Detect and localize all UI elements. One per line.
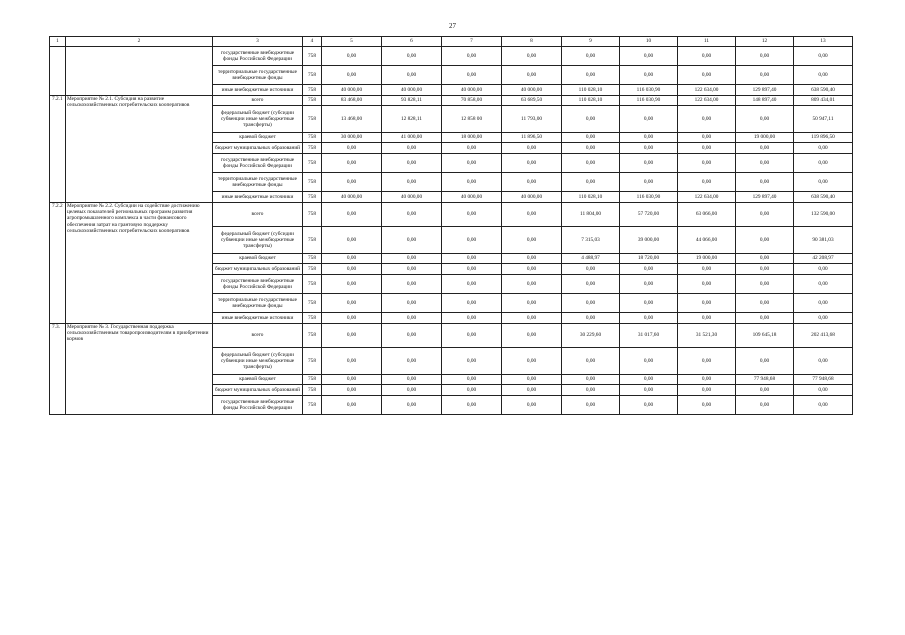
value-cell: 11 793,00 bbox=[502, 106, 562, 133]
value-cell: 0,00 bbox=[620, 375, 678, 385]
value-cell: 0,00 bbox=[502, 375, 562, 385]
value-cell: 129 897,40 bbox=[736, 192, 794, 203]
value-cell: 0,00 bbox=[678, 264, 736, 275]
value-cell: 7 315,03 bbox=[562, 227, 620, 254]
column-number-3: 3 bbox=[213, 37, 303, 47]
value-cell: 638 590,40 bbox=[794, 192, 853, 203]
value-cell: 0,00 bbox=[322, 227, 382, 254]
value-cell: 40 000,00 bbox=[502, 192, 562, 203]
column-number-12: 12 bbox=[736, 37, 794, 47]
code-cell: 758 bbox=[303, 106, 322, 133]
value-cell: 0,00 bbox=[382, 275, 442, 294]
column-number-10: 10 bbox=[620, 37, 678, 47]
value-cell: 0,00 bbox=[736, 396, 794, 415]
value-cell: 0,00 bbox=[678, 143, 736, 154]
value-cell: 83 468,00 bbox=[322, 96, 382, 106]
code-cell: 758 bbox=[303, 348, 322, 375]
value-cell: 0,00 bbox=[442, 264, 502, 275]
value-cell: 44 066,00 bbox=[678, 227, 736, 254]
value-cell: 0,00 bbox=[794, 396, 853, 415]
value-cell: 122 634,00 bbox=[678, 85, 736, 96]
value-cell: 110 028,10 bbox=[562, 96, 620, 106]
value-cell: 19 000,00 bbox=[678, 254, 736, 264]
code-cell: 758 bbox=[303, 143, 322, 154]
source-cell: краевой бюджет bbox=[213, 133, 303, 143]
value-cell: 40 000,00 bbox=[382, 85, 442, 96]
value-cell: 0,00 bbox=[562, 385, 620, 396]
value-cell: 0,00 bbox=[322, 294, 382, 313]
value-cell: 40 000,00 bbox=[382, 192, 442, 203]
value-cell: 0,00 bbox=[442, 385, 502, 396]
value-cell: 19 000,00 bbox=[736, 133, 794, 143]
value-cell: 0,00 bbox=[322, 348, 382, 375]
value-cell: 116 030,90 bbox=[620, 192, 678, 203]
value-cell: 0,00 bbox=[736, 294, 794, 313]
value-cell: 0,00 bbox=[794, 275, 853, 294]
value-cell: 0,00 bbox=[562, 47, 620, 66]
value-cell: 0,00 bbox=[620, 154, 678, 173]
value-cell: 70 858,00 bbox=[442, 96, 502, 106]
column-number-header bbox=[50, 37, 853, 47]
value-cell: 0,00 bbox=[620, 396, 678, 415]
value-cell: 0,00 bbox=[562, 313, 620, 324]
value-cell: 0,00 bbox=[678, 313, 736, 324]
value-cell: 0,00 bbox=[678, 385, 736, 396]
value-cell: 0,00 bbox=[502, 227, 562, 254]
value-cell: 40 000,00 bbox=[442, 85, 502, 96]
value-cell: 0,00 bbox=[562, 264, 620, 275]
value-cell: 41 000,00 bbox=[382, 133, 442, 143]
value-cell: 0,00 bbox=[794, 294, 853, 313]
value-cell: 0,00 bbox=[322, 66, 382, 85]
value-cell: 0,00 bbox=[502, 154, 562, 173]
value-cell: 0,00 bbox=[382, 66, 442, 85]
value-cell: 0,00 bbox=[678, 106, 736, 133]
value-cell: 0,00 bbox=[736, 254, 794, 264]
source-cell: бюджет муниципальных образований bbox=[213, 385, 303, 396]
value-cell: 12 828,11 bbox=[382, 106, 442, 133]
code-cell: 758 bbox=[303, 85, 322, 96]
source-cell: краевой бюджет bbox=[213, 375, 303, 385]
code-cell: 758 bbox=[303, 313, 322, 324]
value-cell: 63 689,50 bbox=[502, 96, 562, 106]
source-cell: федеральный бюджет (субсидии субвенции иные межбюджетные трансферты) bbox=[213, 227, 303, 254]
value-cell: 0,00 bbox=[678, 154, 736, 173]
column-number-1: 1 bbox=[50, 37, 66, 47]
code-cell: 758 bbox=[303, 324, 322, 348]
value-cell: 0,00 bbox=[502, 264, 562, 275]
value-cell: 0,00 bbox=[620, 264, 678, 275]
value-cell: 0,00 bbox=[502, 275, 562, 294]
value-cell: 0,00 bbox=[562, 275, 620, 294]
source-cell: бюджет муниципальных образований bbox=[213, 143, 303, 154]
value-cell: 11 804,00 bbox=[562, 203, 620, 227]
value-cell: 0,00 bbox=[382, 154, 442, 173]
value-cell: 4 488,97 bbox=[562, 254, 620, 264]
value-cell: 0,00 bbox=[502, 396, 562, 415]
value-cell: 63 066,00 bbox=[678, 203, 736, 227]
value-cell: 0,00 bbox=[322, 203, 382, 227]
value-cell: 0,00 bbox=[562, 143, 620, 154]
value-cell: 0,00 bbox=[382, 264, 442, 275]
value-cell: 0,00 bbox=[678, 47, 736, 66]
value-cell: 0,00 bbox=[736, 385, 794, 396]
value-cell: 0,00 bbox=[322, 275, 382, 294]
value-cell: 0,00 bbox=[678, 133, 736, 143]
value-cell: 129 897,40 bbox=[736, 85, 794, 96]
value-cell: 0,00 bbox=[442, 375, 502, 385]
value-cell: 57 720,00 bbox=[620, 203, 678, 227]
measure-index: 7.3. bbox=[50, 324, 66, 415]
value-cell: 0,00 bbox=[442, 275, 502, 294]
value-cell: 0,00 bbox=[794, 385, 853, 396]
value-cell: 0,00 bbox=[736, 173, 794, 192]
value-cell: 0,00 bbox=[382, 324, 442, 348]
value-cell: 77 948,68 bbox=[736, 375, 794, 385]
value-cell: 0,00 bbox=[442, 143, 502, 154]
index-cell bbox=[50, 47, 66, 96]
value-cell: 0,00 bbox=[678, 348, 736, 375]
value-cell: 0,00 bbox=[736, 47, 794, 66]
source-cell: краевой бюджет bbox=[213, 254, 303, 264]
source-cell: государственные внебюджетные фонды Российской Федерации bbox=[213, 154, 303, 173]
value-cell: 0,00 bbox=[382, 396, 442, 415]
source-cell: федеральный бюджет (субсидии субвенции иные межбюджетные трансферты) bbox=[213, 106, 303, 133]
code-cell: 758 bbox=[303, 375, 322, 385]
code-cell: 758 bbox=[303, 47, 322, 66]
value-cell: 0,00 bbox=[442, 173, 502, 192]
value-cell: 0,00 bbox=[382, 294, 442, 313]
value-cell: 0,00 bbox=[620, 294, 678, 313]
value-cell: 0,00 bbox=[620, 133, 678, 143]
value-cell: 18 720,00 bbox=[620, 254, 678, 264]
value-cell: 809 434,01 bbox=[794, 96, 853, 106]
value-cell: 0,00 bbox=[736, 227, 794, 254]
value-cell: 31 017,60 bbox=[620, 324, 678, 348]
code-cell: 758 bbox=[303, 192, 322, 203]
value-cell: 0,00 bbox=[322, 47, 382, 66]
value-cell: 0,00 bbox=[562, 173, 620, 192]
value-cell: 0,00 bbox=[442, 227, 502, 254]
value-cell: 40 000,00 bbox=[322, 192, 382, 203]
value-cell: 148 897,40 bbox=[736, 96, 794, 106]
value-cell: 0,00 bbox=[382, 227, 442, 254]
value-cell: 0,00 bbox=[678, 173, 736, 192]
value-cell: 0,00 bbox=[736, 348, 794, 375]
source-cell: всего bbox=[213, 203, 303, 227]
value-cell: 42 208,97 bbox=[794, 254, 853, 264]
code-cell: 758 bbox=[303, 385, 322, 396]
value-cell: 0,00 bbox=[794, 173, 853, 192]
value-cell: 0,00 bbox=[562, 348, 620, 375]
code-cell: 758 bbox=[303, 66, 322, 85]
value-cell: 93 828,11 bbox=[382, 96, 442, 106]
value-cell: 0,00 bbox=[562, 133, 620, 143]
value-cell: 0,00 bbox=[678, 396, 736, 415]
source-cell: федеральный бюджет (субсидии субвенции иные межбюджетные трансферты) bbox=[213, 348, 303, 375]
value-cell: 0,00 bbox=[502, 313, 562, 324]
value-cell: 0,00 bbox=[502, 324, 562, 348]
value-cell: 40 000,00 bbox=[322, 85, 382, 96]
value-cell: 0,00 bbox=[794, 143, 853, 154]
value-cell: 0,00 bbox=[382, 385, 442, 396]
value-cell: 0,00 bbox=[794, 47, 853, 66]
value-cell: 0,00 bbox=[322, 375, 382, 385]
value-cell: 0,00 bbox=[736, 313, 794, 324]
value-cell: 0,00 bbox=[382, 313, 442, 324]
measure-index: 7.2.1 bbox=[50, 96, 66, 203]
value-cell: 77 948,68 bbox=[794, 375, 853, 385]
value-cell: 40 000,00 bbox=[442, 192, 502, 203]
value-cell: 0,00 bbox=[442, 348, 502, 375]
value-cell: 0,00 bbox=[442, 324, 502, 348]
measure-name: Мероприятие № 2.2. Субсидии на содействие достижению целевых показателей региональных программ развития агропромышленного комплекса в части финансового обеспечения затрат на грантовую поддержку сельскохозяйственных потребительских кооперативов bbox=[66, 203, 213, 324]
column-number-13: 13 bbox=[794, 37, 853, 47]
table-row bbox=[50, 324, 853, 348]
value-cell: 0,00 bbox=[322, 313, 382, 324]
table-body bbox=[50, 47, 853, 415]
value-cell: 12 858 00 bbox=[442, 106, 502, 133]
value-cell: 0,00 bbox=[382, 143, 442, 154]
table-row bbox=[50, 203, 853, 227]
value-cell: 0,00 bbox=[322, 154, 382, 173]
value-cell: 0,00 bbox=[382, 348, 442, 375]
value-cell: 0,00 bbox=[322, 385, 382, 396]
value-cell: 0,00 bbox=[678, 66, 736, 85]
value-cell: 0,00 bbox=[442, 47, 502, 66]
value-cell: 638 590,40 bbox=[794, 85, 853, 96]
value-cell: 109 645,18 bbox=[736, 324, 794, 348]
source-cell: иные внебюджетные источники bbox=[213, 85, 303, 96]
source-cell: территориальные государственные внебюджетные фонды bbox=[213, 294, 303, 313]
value-cell: 0,00 bbox=[382, 203, 442, 227]
value-cell: 0,00 bbox=[620, 47, 678, 66]
value-cell: 0,00 bbox=[620, 106, 678, 133]
value-cell: 0,00 bbox=[736, 203, 794, 227]
code-cell: 758 bbox=[303, 294, 322, 313]
value-cell: 0,00 bbox=[502, 47, 562, 66]
column-number-2: 2 bbox=[66, 37, 213, 47]
value-cell: 50 947,11 bbox=[794, 106, 853, 133]
value-cell: 0,00 bbox=[794, 66, 853, 85]
value-cell: 110 028,10 bbox=[562, 192, 620, 203]
column-number-9: 9 bbox=[562, 37, 620, 47]
value-cell: 0,00 bbox=[620, 143, 678, 154]
value-cell: 0,00 bbox=[620, 275, 678, 294]
value-cell: 0,00 bbox=[502, 348, 562, 375]
column-number-8: 8 bbox=[502, 37, 562, 47]
value-cell: 13 468,00 bbox=[322, 106, 382, 133]
value-cell: 0,00 bbox=[502, 66, 562, 85]
name-cell bbox=[66, 47, 213, 96]
source-cell: всего bbox=[213, 324, 303, 348]
code-cell: 758 bbox=[303, 254, 322, 264]
value-cell: 0,00 bbox=[442, 154, 502, 173]
value-cell: 0,00 bbox=[678, 275, 736, 294]
value-cell: 0,00 bbox=[502, 294, 562, 313]
value-cell: 0,00 bbox=[502, 254, 562, 264]
value-cell: 0,00 bbox=[736, 275, 794, 294]
value-cell: 0,00 bbox=[502, 385, 562, 396]
value-cell: 0,00 bbox=[382, 173, 442, 192]
value-cell: 0,00 bbox=[620, 173, 678, 192]
value-cell: 0,00 bbox=[620, 66, 678, 85]
value-cell: 0,00 bbox=[736, 66, 794, 85]
value-cell: 132 590,00 bbox=[794, 203, 853, 227]
page-number: 27 bbox=[449, 22, 456, 30]
value-cell: 116 030,90 bbox=[620, 85, 678, 96]
value-cell: 0,00 bbox=[562, 396, 620, 415]
value-cell: 0,00 bbox=[382, 375, 442, 385]
column-number-6: 6 bbox=[382, 37, 442, 47]
value-cell: 122 634,00 bbox=[678, 192, 736, 203]
code-cell: 758 bbox=[303, 154, 322, 173]
source-cell: территориальные государственные внебюджетные фонды bbox=[213, 66, 303, 85]
code-cell: 758 bbox=[303, 396, 322, 415]
value-cell: 0,00 bbox=[794, 313, 853, 324]
source-cell: иные внебюджетные источники bbox=[213, 313, 303, 324]
measure-index: 7.2.2 bbox=[50, 203, 66, 324]
value-cell: 39 000,00 bbox=[620, 227, 678, 254]
source-cell: государственные внебюджетные фонды Российской Федерации bbox=[213, 396, 303, 415]
value-cell: 0,00 bbox=[442, 313, 502, 324]
source-cell: иные внебюджетные источники bbox=[213, 192, 303, 203]
value-cell: 0,00 bbox=[794, 154, 853, 173]
value-cell: 0,00 bbox=[322, 254, 382, 264]
value-cell: 11 896,50 bbox=[502, 133, 562, 143]
table-row bbox=[50, 47, 853, 66]
value-cell: 0,00 bbox=[736, 264, 794, 275]
value-cell: 0,00 bbox=[562, 106, 620, 133]
value-cell: 0,00 bbox=[736, 154, 794, 173]
source-cell: территориальные государственные внебюджетные фонды bbox=[213, 173, 303, 192]
value-cell: 0,00 bbox=[620, 348, 678, 375]
value-cell: 119 896,50 bbox=[794, 133, 853, 143]
code-cell: 758 bbox=[303, 203, 322, 227]
code-cell: 758 bbox=[303, 133, 322, 143]
value-cell: 0,00 bbox=[322, 143, 382, 154]
code-cell: 758 bbox=[303, 264, 322, 275]
value-cell: 30 229,60 bbox=[562, 324, 620, 348]
value-cell: 0,00 bbox=[562, 294, 620, 313]
measure-name: Мероприятие № 3. Государственная поддержка сельскохозяйственным товаропроизводителям в приобретении кормов bbox=[66, 324, 213, 415]
value-cell: 40 000,00 bbox=[502, 85, 562, 96]
value-cell: 0,00 bbox=[502, 143, 562, 154]
value-cell: 122 634,00 bbox=[678, 96, 736, 106]
measure-name: Мероприятие № 2.1. Субсидия на развитие сельскохозяйственных потребительских кооперативов bbox=[66, 96, 213, 203]
column-number-4: 4 bbox=[303, 37, 322, 47]
value-cell: 0,00 bbox=[502, 173, 562, 192]
value-cell: 0,00 bbox=[620, 385, 678, 396]
source-cell: государственные внебюджетные фонды Российской Федерации bbox=[213, 275, 303, 294]
value-cell: 0,00 bbox=[322, 173, 382, 192]
value-cell: 0,00 bbox=[794, 348, 853, 375]
value-cell: 202 413,68 bbox=[794, 324, 853, 348]
code-cell: 758 bbox=[303, 173, 322, 192]
code-cell: 758 bbox=[303, 227, 322, 254]
value-cell: 18 000,00 bbox=[442, 133, 502, 143]
value-cell: 0,00 bbox=[442, 254, 502, 264]
value-cell: 0,00 bbox=[562, 66, 620, 85]
table-row bbox=[50, 96, 853, 106]
value-cell: 110 028,10 bbox=[562, 85, 620, 96]
column-number-7: 7 bbox=[442, 37, 502, 47]
value-cell: 0,00 bbox=[442, 396, 502, 415]
code-cell: 758 bbox=[303, 96, 322, 106]
value-cell: 0,00 bbox=[442, 66, 502, 85]
source-cell: бюджет муниципальных образований bbox=[213, 264, 303, 275]
value-cell: 116 030,90 bbox=[620, 96, 678, 106]
source-cell: всего bbox=[213, 96, 303, 106]
value-cell: 31 521,30 bbox=[678, 324, 736, 348]
column-number-11: 11 bbox=[678, 37, 736, 47]
value-cell: 30 000,00 bbox=[322, 133, 382, 143]
value-cell: 0,00 bbox=[502, 203, 562, 227]
source-cell: государственные внебюджетные фонды Российской Федерации bbox=[213, 47, 303, 66]
column-number-5: 5 bbox=[322, 37, 382, 47]
value-cell: 0,00 bbox=[322, 324, 382, 348]
value-cell: 0,00 bbox=[442, 294, 502, 313]
value-cell: 0,00 bbox=[562, 375, 620, 385]
budget-table bbox=[49, 36, 853, 415]
value-cell: 0,00 bbox=[678, 294, 736, 313]
value-cell: 0,00 bbox=[678, 375, 736, 385]
value-cell: 0,00 bbox=[442, 203, 502, 227]
value-cell: 0,00 bbox=[794, 264, 853, 275]
value-cell: 0,00 bbox=[736, 143, 794, 154]
value-cell: 0,00 bbox=[382, 254, 442, 264]
value-cell: 0,00 bbox=[382, 47, 442, 66]
value-cell: 0,00 bbox=[322, 396, 382, 415]
value-cell: 0,00 bbox=[562, 154, 620, 173]
value-cell: 0,00 bbox=[736, 106, 794, 133]
value-cell: 0,00 bbox=[620, 313, 678, 324]
value-cell: 0,00 bbox=[322, 264, 382, 275]
value-cell: 90 381,03 bbox=[794, 227, 853, 254]
code-cell: 758 bbox=[303, 275, 322, 294]
